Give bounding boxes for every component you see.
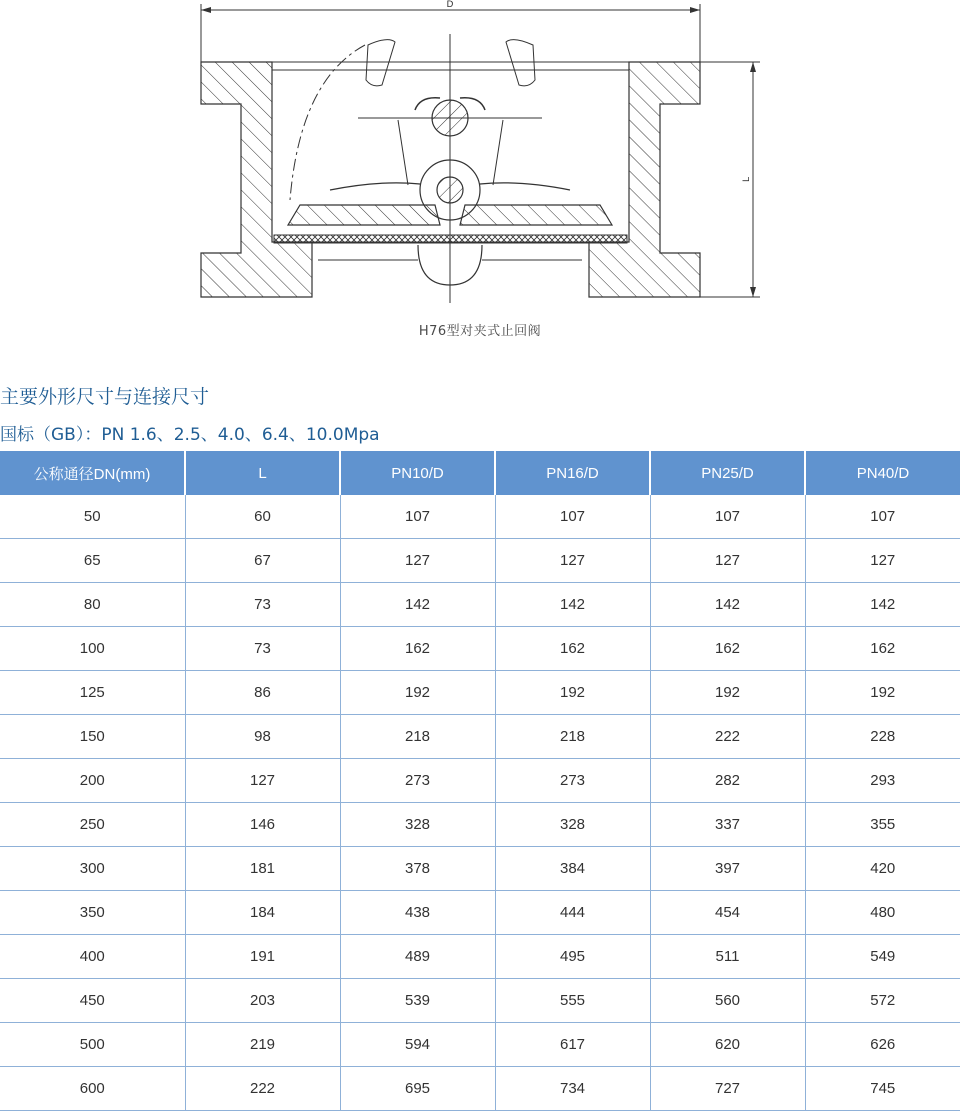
body-right-section (589, 62, 700, 297)
table-cell: 454 (650, 891, 805, 935)
table-cell: 555 (495, 979, 650, 1023)
table-cell: 50 (0, 495, 185, 539)
table-cell: 127 (495, 539, 650, 583)
table-row (0, 847, 960, 891)
table-cell: 218 (495, 715, 650, 759)
table-cell: 73 (185, 627, 340, 671)
table-row (0, 803, 960, 847)
table-cell: 355 (805, 803, 960, 847)
table-cell: 337 (650, 803, 805, 847)
standard-subtitle: 国标（GB）：PN 1.6、2.5、4.0、6.4、10.0Mpa (0, 425, 380, 445)
table-cell: 73 (185, 583, 340, 627)
table-cell: 350 (0, 891, 185, 935)
table-row (0, 495, 960, 539)
dim-l-label: L (742, 176, 752, 182)
table-cell: 146 (185, 803, 340, 847)
header-pn10: PN10/D (340, 451, 495, 495)
table-cell: 328 (495, 803, 650, 847)
table-cell: 184 (185, 891, 340, 935)
table-cell: 200 (0, 759, 185, 803)
table-cell: 107 (495, 495, 650, 539)
table-header-row (0, 451, 960, 495)
table-cell: 192 (650, 671, 805, 715)
table-cell: 162 (340, 627, 495, 671)
table-cell: 282 (650, 759, 805, 803)
table-row (0, 715, 960, 759)
table-cell: 127 (805, 539, 960, 583)
table-cell: 150 (0, 715, 185, 759)
table-cell: 67 (185, 539, 340, 583)
table-cell: 222 (650, 715, 805, 759)
table-cell: 98 (185, 715, 340, 759)
table-cell: 222 (185, 1067, 340, 1111)
table-cell: 378 (340, 847, 495, 891)
table-cell: 107 (650, 495, 805, 539)
table-cell: 142 (340, 583, 495, 627)
body-left-section (201, 62, 312, 297)
table-cell: 500 (0, 1023, 185, 1067)
header-pn16: PN16/D (495, 451, 650, 495)
table-cell: 539 (340, 979, 495, 1023)
header-dn: 公称通径DN(mm) (0, 451, 185, 495)
table-cell: 127 (340, 539, 495, 583)
table-cell: 495 (495, 935, 650, 979)
table-cell: 745 (805, 1067, 960, 1111)
table-cell: 400 (0, 935, 185, 979)
table-cell: 127 (650, 539, 805, 583)
table-cell: 480 (805, 891, 960, 935)
table-cell: 142 (805, 583, 960, 627)
table-cell: 617 (495, 1023, 650, 1067)
table-cell: 560 (650, 979, 805, 1023)
table-cell: 65 (0, 539, 185, 583)
table-cell: 125 (0, 671, 185, 715)
dimension-l (700, 62, 760, 297)
table-cell: 594 (340, 1023, 495, 1067)
table-row (0, 935, 960, 979)
table-cell: 450 (0, 979, 185, 1023)
table-row (0, 759, 960, 803)
table-cell: 142 (650, 583, 805, 627)
table-row (0, 583, 960, 627)
table-cell: 300 (0, 847, 185, 891)
table-cell: 626 (805, 1023, 960, 1067)
table-cell: 293 (805, 759, 960, 803)
table-row (0, 539, 960, 583)
table-cell: 80 (0, 583, 185, 627)
table-row (0, 1067, 960, 1111)
table-cell: 86 (185, 671, 340, 715)
table-cell: 60 (185, 495, 340, 539)
table-cell: 192 (805, 671, 960, 715)
table-cell: 438 (340, 891, 495, 935)
table-cell: 695 (340, 1067, 495, 1111)
dim-d-label: D (446, 0, 454, 10)
table-cell: 273 (340, 759, 495, 803)
table-cell: 107 (805, 495, 960, 539)
table-cell: 162 (805, 627, 960, 671)
table-cell: 549 (805, 935, 960, 979)
table-cell: 162 (650, 627, 805, 671)
table-cell: 191 (185, 935, 340, 979)
table-cell: 218 (340, 715, 495, 759)
header-l: L (185, 451, 340, 495)
drawing-caption: H76型对夹式止回阀 (418, 324, 542, 339)
table-cell: 489 (340, 935, 495, 979)
valve-drawing (0, 0, 960, 305)
table-row (0, 891, 960, 935)
table-cell: 397 (650, 847, 805, 891)
table-cell: 384 (495, 847, 650, 891)
table-row (0, 671, 960, 715)
table-cell: 181 (185, 847, 340, 891)
table-cell: 727 (650, 1067, 805, 1111)
table-cell: 511 (650, 935, 805, 979)
dimension-table (0, 451, 960, 1111)
header-pn40: PN40/D (805, 451, 960, 495)
table-cell: 328 (340, 803, 495, 847)
table-cell: 203 (185, 979, 340, 1023)
table-cell: 127 (185, 759, 340, 803)
table-row (0, 627, 960, 671)
table-cell: 162 (495, 627, 650, 671)
table-cell: 572 (805, 979, 960, 1023)
table-cell: 444 (495, 891, 650, 935)
table-cell: 250 (0, 803, 185, 847)
table-cell: 142 (495, 583, 650, 627)
table-cell: 192 (340, 671, 495, 715)
table-cell: 219 (185, 1023, 340, 1067)
table-cell: 192 (495, 671, 650, 715)
section-title: 主要外形尺寸与连接尺寸 (0, 386, 210, 408)
table-cell: 273 (495, 759, 650, 803)
table-cell: 620 (650, 1023, 805, 1067)
table-cell: 228 (805, 715, 960, 759)
table-row (0, 1023, 960, 1067)
table-cell: 420 (805, 847, 960, 891)
header-pn25: PN25/D (650, 451, 805, 495)
table-row (0, 979, 960, 1023)
table-cell: 600 (0, 1067, 185, 1111)
table-cell: 100 (0, 627, 185, 671)
table-cell: 734 (495, 1067, 650, 1111)
table-cell: 107 (340, 495, 495, 539)
